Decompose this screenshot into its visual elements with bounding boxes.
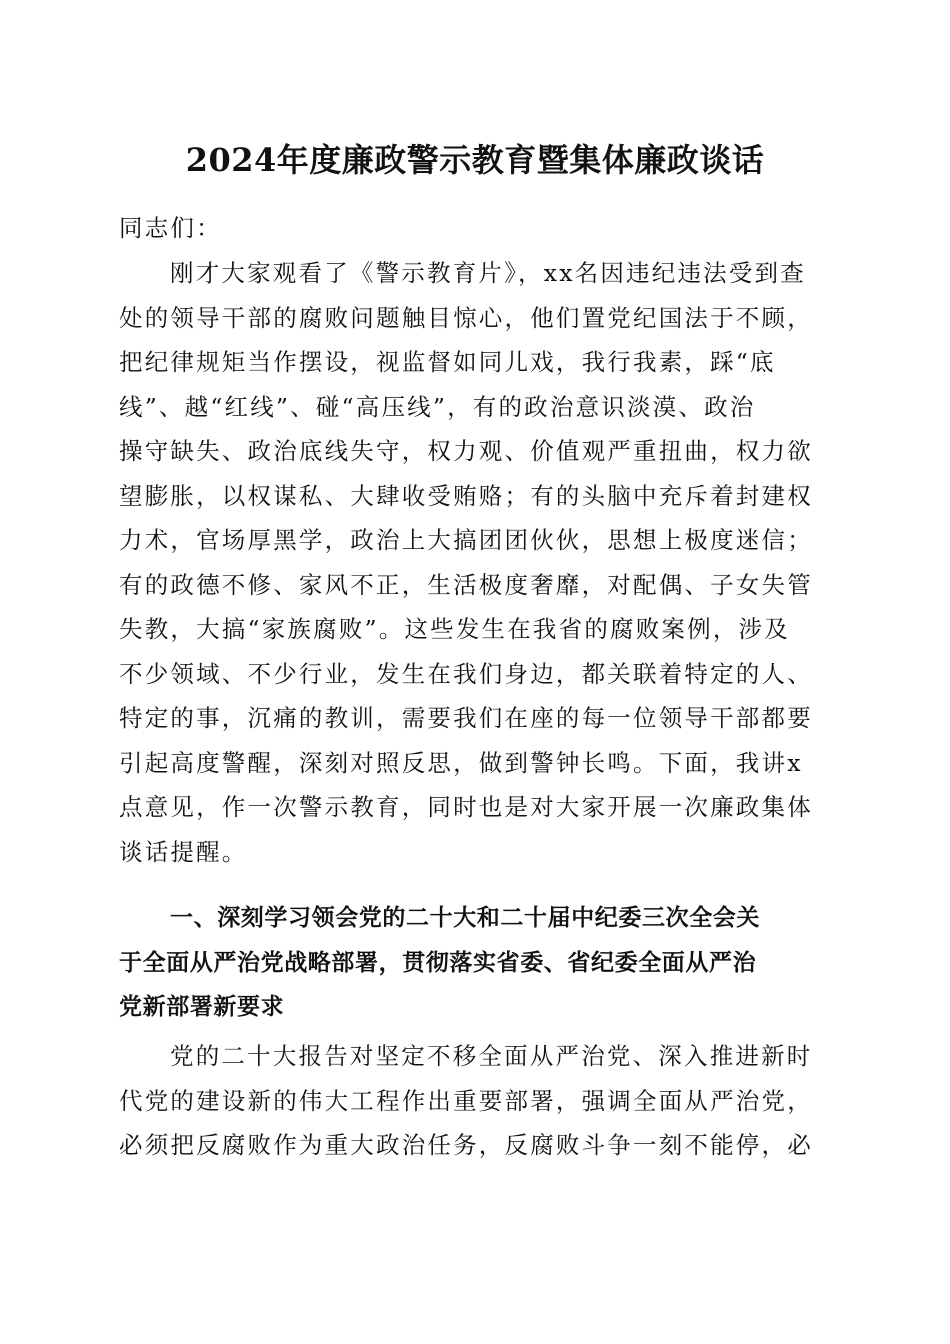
paragraph-line: 刚才大家观看了《警示教育片》，xx名因违纪违法受到查 bbox=[170, 259, 806, 287]
paragraph-line: 有的政德不修、家风不正，生活极度奢靡，对配偶、子女失管 bbox=[119, 570, 813, 599]
paragraph-line: 线”、越“红线”、碰“高压线”，有的政治意识淡漠、政治 bbox=[119, 392, 756, 421]
section-heading-1 bbox=[119, 896, 831, 1030]
paragraph-line: 把纪律规矩当作摆设，视监督如同儿戏，我行我素，踩“底 bbox=[119, 348, 776, 376]
paragraph-line: 特定的事，沉痛的教训，需要我们在座的每一位领导干部都要 bbox=[119, 704, 813, 732]
paragraph-line: 点意见，作一次警示教育，同时也是对大家开展一次廉政集体 bbox=[119, 793, 813, 821]
salutation: 同志们： bbox=[119, 214, 222, 242]
paragraph-line: 必须把反腐败作为重大政治任务，反腐败斗争一刻不能停，必 bbox=[119, 1131, 813, 1159]
paragraph-line: 失教，大搞“家族腐败”。这些发生在我省的腐败案例，涉及 bbox=[119, 615, 790, 643]
paragraph-line: 代党的建设新的伟大工程作出重要部署，强调全面从严治党， bbox=[119, 1086, 813, 1115]
document-title: 2024年度廉政警示教育暨集体廉政谈话 bbox=[185, 141, 765, 179]
paragraph-line: 党的二十大报告对坚定不移全面从严治党、深入推进新时 bbox=[170, 1042, 813, 1070]
paragraph-line: 引起高度警醒，深刻对照反思，做到警钟长鸣。下面，我讲x bbox=[119, 748, 803, 777]
paragraph-line: 谈话提醒。 bbox=[119, 837, 248, 866]
heading-line: 党新部署新要求 bbox=[119, 994, 285, 1020]
paragraph-line: 操守缺失、政治底线失守，权力观、价值观严重扭曲，权力欲 bbox=[119, 437, 813, 465]
paragraph-2 bbox=[119, 1034, 825, 1168]
paragraph-line: 望膨胀，以权谋私、大肆收受贿赂；有的头脑中充斥着封建权 bbox=[119, 481, 813, 510]
heading-line: 于全面从严治党战略部署，贯彻落实省委、省纪委全面从严治 bbox=[119, 949, 757, 976]
heading-line: 一、深刻学习领会党的二十大和二十届中纪委三次全会关 bbox=[170, 905, 760, 931]
paragraph-line: 力术，官场厚黑学，政治上大搞团团伙伙，思想上极度迷信； bbox=[119, 526, 813, 554]
paragraph-1 bbox=[119, 251, 825, 874]
paragraph-line: 处的领导干部的腐败问题触目惊心，他们置党纪国法于不顾， bbox=[119, 303, 813, 332]
paragraph-line: 不少领域、不少行业，发生在我们身边，都关联着特定的人、 bbox=[119, 659, 813, 688]
